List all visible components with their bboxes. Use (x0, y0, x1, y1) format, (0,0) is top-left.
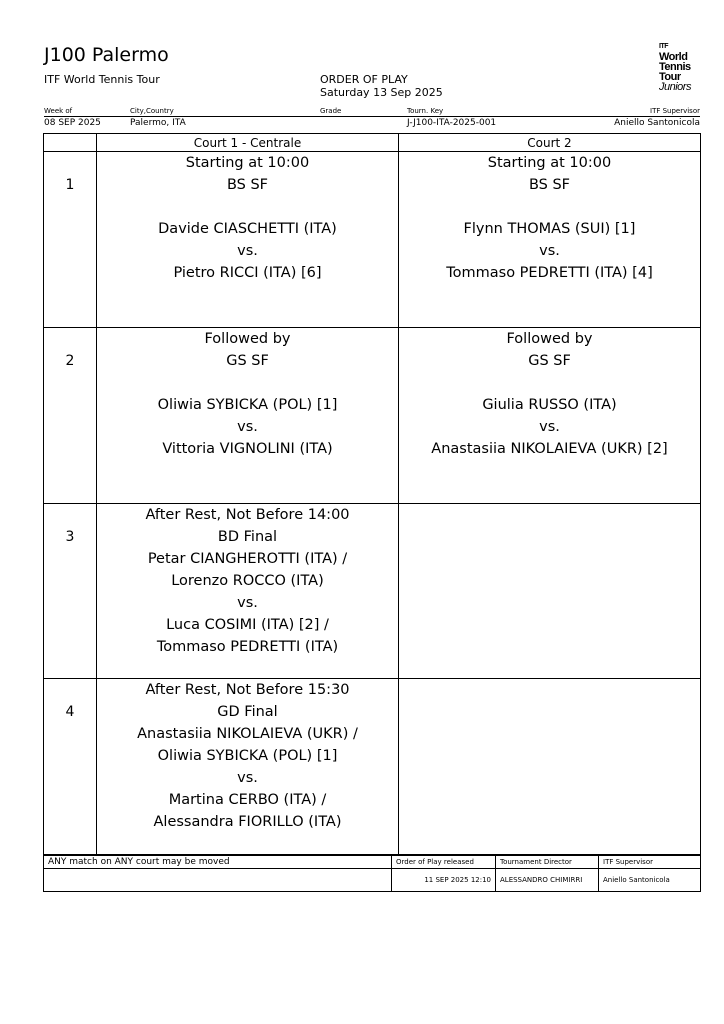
match-cell (97, 328, 399, 504)
match-cell (97, 504, 399, 679)
footer-supervisor-label: ITF Supervisor (599, 856, 701, 869)
tour-name: ITF World Tennis Tour (44, 73, 160, 86)
row-number: 1 (44, 152, 97, 328)
match-row (44, 679, 701, 855)
row-number: 2 (44, 328, 97, 504)
row-number: 3 (44, 504, 97, 679)
match-line: Tommaso PEDRETTI (ITA) [4] (446, 265, 653, 281)
move-notice: ANY match on ANY court may be moved (44, 856, 392, 869)
supervisor-value: Aniello Santonicola (614, 118, 700, 128)
match-schedule-line: Followed by (506, 331, 593, 347)
match-line: BS SF (226, 177, 269, 193)
match-row (44, 504, 701, 679)
week-value: 08 SEP 2025 (44, 118, 101, 128)
match-line: vs. (237, 419, 258, 435)
play-date: Saturday 13 Sep 2025 (320, 86, 443, 99)
match-line: vs. (539, 419, 560, 435)
match-line: BS SF (528, 177, 571, 193)
match-line: Martina CERBO (ITA) / (168, 792, 327, 808)
match-line: vs. (237, 243, 258, 259)
logo-line3: Tour (659, 71, 681, 83)
tournament-title: J100 Palermo (44, 44, 169, 66)
city-value: Palermo, ITA (130, 118, 186, 128)
match-line (97, 372, 398, 394)
tournament-key-value: J-J100-ITA-2025-001 (407, 118, 497, 128)
match-line (97, 196, 398, 218)
match-line: GS SF (528, 353, 571, 369)
court-header-row (44, 134, 701, 152)
match-line (399, 372, 700, 394)
match-line: Alessandra FIORILLO (ITA) (153, 814, 342, 830)
match-line: Davide CIASCHETTI (ITA) (158, 221, 337, 237)
released-value: 11 SEP 2025 12:10 (392, 869, 496, 892)
row-number: 4 (44, 679, 97, 855)
match-cell (399, 152, 701, 328)
supervisor-label: ITF Supervisor (650, 107, 700, 115)
match-cell (97, 152, 399, 328)
match-line: Petar CIANGHEROTTI (ITA) / (147, 551, 348, 567)
footer-blank (44, 869, 392, 892)
match-line: Giulia RUSSO (ITA) (482, 397, 617, 413)
court-2-header: Court 2 (399, 134, 701, 152)
director-label: Tournament Director (496, 856, 599, 869)
match-schedule-line: Starting at 10:00 (487, 155, 612, 171)
match-line: Lorenzo ROCCO (ITA) (171, 573, 324, 589)
week-label: Week of (44, 107, 73, 115)
match-line: Flynn THOMAS (SUI) [1] (463, 221, 636, 237)
match-line: vs. (539, 243, 560, 259)
match-line: Pietro RICCI (ITA) [6] (173, 265, 322, 281)
match-line: Luca COSIMI (ITA) [2] / (166, 617, 329, 633)
footer-supervisor-value: Aniello Santonicola (599, 869, 701, 892)
logo-line4: Juniors (659, 81, 691, 93)
match-cell (399, 504, 701, 679)
match-row (44, 152, 701, 328)
logo-line2: Tennis (659, 61, 691, 73)
info-divider (44, 116, 700, 117)
court-1-header: Court 1 - Centrale (97, 134, 399, 152)
corner-cell (44, 134, 97, 152)
match-line: GS SF (226, 353, 269, 369)
match-line: BD Final (217, 529, 278, 545)
match-cell (97, 679, 399, 855)
tournament-key-label: Tourn. Key (407, 107, 444, 115)
logo-line1: World (659, 51, 688, 63)
logo-itf: ITF (659, 43, 668, 50)
itf-world-tennis-tour-juniors-logo (659, 42, 709, 92)
match-line (399, 196, 700, 218)
match-schedule-line: Followed by (204, 331, 291, 347)
released-label: Order of Play released (392, 856, 496, 869)
match-line: Oliwia SYBICKA (POL) [1] (157, 748, 338, 764)
city-label: City,Country (130, 107, 174, 115)
order-of-play-label: ORDER OF PLAY (320, 73, 408, 86)
match-line: Oliwia SYBICKA (POL) [1] (157, 397, 338, 413)
order-of-play-grid (43, 133, 701, 855)
match-line: Vittoria VIGNOLINI (ITA) (162, 441, 333, 457)
match-row (44, 328, 701, 504)
match-schedule-line: After Rest, Not Before 14:00 (145, 507, 350, 523)
match-line: vs. (237, 595, 258, 611)
match-line: GD Final (217, 704, 278, 720)
match-line: Tommaso PEDRETTI (ITA) (156, 639, 339, 655)
match-cell (399, 328, 701, 504)
grade-label: Grade (320, 107, 342, 115)
match-line: vs. (237, 770, 258, 786)
match-line: Anastasiia NIKOLAIEVA (UKR) / (137, 726, 358, 742)
match-cell (399, 679, 701, 855)
director-value: ALESSANDRO CHIMIRRI (496, 869, 599, 892)
match-schedule-line: After Rest, Not Before 15:30 (145, 682, 350, 698)
match-line: Anastasiia NIKOLAIEVA (UKR) [2] (431, 441, 668, 457)
match-schedule-line: Starting at 10:00 (185, 155, 310, 171)
footer-table (43, 855, 701, 892)
